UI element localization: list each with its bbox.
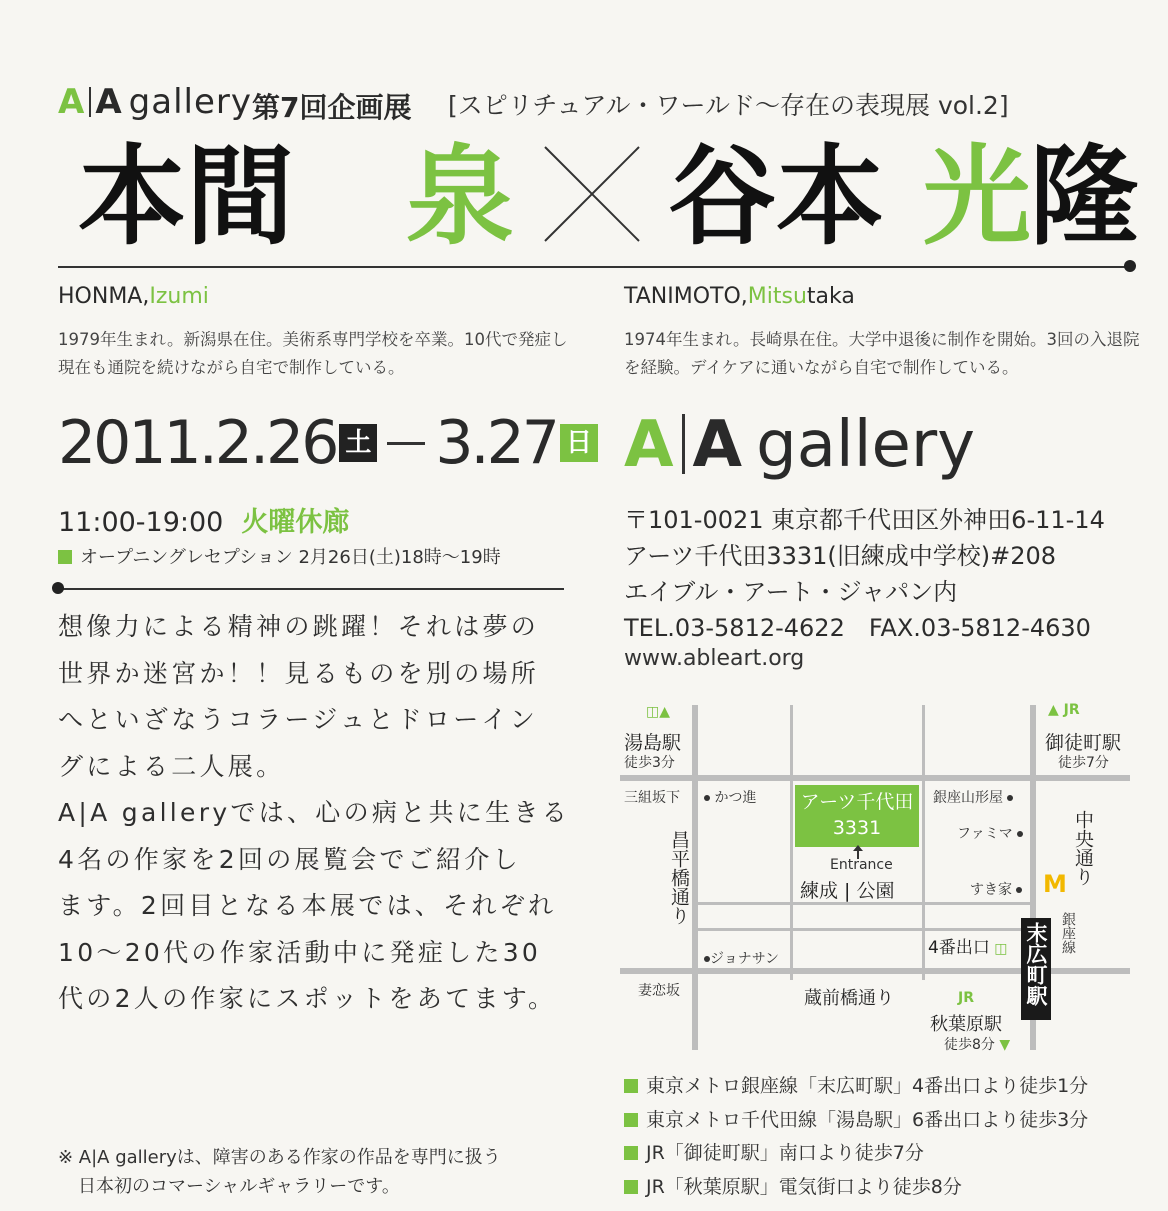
green-square-icon <box>624 1079 638 1093</box>
access-map <box>600 690 1160 1060</box>
access-list <box>624 1070 1088 1204</box>
artist2-bio: 1974年生まれ。長崎県在住。大学中退後に制作を開始。3回の入退院を経験。デイケアに通いながら自宅で制作している。 <box>624 330 1140 377</box>
akihabara-walk: 徒歩8分 <box>944 1037 995 1053</box>
access-text: JR「御徒町駅」南口より徒歩7分 <box>646 1142 924 1164</box>
artist2-romaji <box>624 284 855 309</box>
exhibition-number: 第7回企画展 <box>252 91 412 124</box>
end-date: 3.27 <box>435 408 557 478</box>
logo-gallery-text: gallery <box>128 82 252 122</box>
sankumizaka-label: 三組坂下 <box>624 790 680 806</box>
opening-reception <box>58 543 501 569</box>
access-item <box>624 1070 1088 1104</box>
description-line: 世界か迷宮か！！見るものを別の場所 <box>58 658 540 688</box>
okachimachi-station: 御徒町駅 <box>1045 732 1122 754</box>
green-square-icon <box>624 1180 638 1194</box>
famima-marker <box>957 823 1023 843</box>
description-line: 10〜20代の作家活動中に発症した30 <box>58 937 542 967</box>
artist1-family-name: 本間 <box>78 135 295 260</box>
exit4-label: 4番出口 <box>928 938 990 958</box>
jr-label: JR <box>958 990 974 1006</box>
kuramaebashi-dori-label: 蔵前橋通り <box>804 988 894 1009</box>
gallery-logo-a1: A <box>624 408 674 482</box>
tel-fax: TEL.03-5812-4622 FAX.03-5812-4630 <box>624 614 1091 642</box>
arts-chiyoda-building <box>795 785 919 847</box>
suehirocho-station <box>1021 918 1051 1020</box>
katsushin-marker <box>704 787 756 807</box>
footnote-line: 日本初のコマーシャルギャラリーです。 <box>78 1176 400 1197</box>
road <box>790 705 793 980</box>
start-date: 2011.2.26 <box>58 408 337 478</box>
ginza-line-label: 銀座線 <box>1060 912 1076 954</box>
hours-text: 11:00-19:00 <box>58 507 224 538</box>
artist1-romaji <box>58 284 209 309</box>
access-text: JR「秋葉原駅」電気街口より徒歩8分 <box>646 1175 962 1198</box>
opening-hours <box>58 500 349 539</box>
jr-label: JR <box>1063 702 1080 718</box>
middle-divider <box>58 588 564 590</box>
road-kuramaebashi <box>620 968 1130 974</box>
akihabara-station: 秋葉原駅 <box>930 1014 1002 1035</box>
end-day-badge: 日 <box>560 424 598 462</box>
access-text: 東京メトロ銀座線「末広町駅」4番出口より徒歩1分 <box>646 1075 1089 1097</box>
access-text: 東京メトロ千代田線「湯島駅」6番出口より徒歩3分 <box>646 1108 1089 1131</box>
gallery-logo-a2: A <box>692 408 743 482</box>
exhibition-dates <box>58 408 598 478</box>
ginza-ningyoya-marker <box>933 787 1013 807</box>
reception-text: オープニングレセプション 2月26日(土)18時〜19時 <box>80 547 501 568</box>
entrance-label: Entrance <box>830 857 893 873</box>
description-line: 4名の作家を2回の展覧会でご紹介し <box>58 844 521 874</box>
exit4-marker: 4番出口 ◫ <box>928 938 1008 958</box>
access-item <box>624 1171 1088 1205</box>
logo-letter-a2: A <box>95 82 123 122</box>
divider-dot <box>1124 260 1136 272</box>
artist2-given-name-2: 隆 <box>1030 135 1139 260</box>
website-link[interactable]: www.ableart.org <box>624 646 805 671</box>
top-divider <box>58 266 1130 268</box>
description-line: 想像力による精神の跳躍！それは夢の <box>58 612 540 641</box>
famima-label: ファミマ <box>957 826 1013 842</box>
footnote-line: ※ A|A galleryは、障害のある作家の作品を専門に扱う <box>58 1147 501 1168</box>
address-line: アーツ千代田3331(旧練成中学校)#208 <box>624 542 1057 570</box>
tsumagoizaka-label: 妻恋坂 <box>638 983 680 999</box>
start-day-badge: 土 <box>339 424 377 462</box>
description-line: へといざなうコラージュとドローイン <box>58 705 539 734</box>
sukiya-marker <box>970 879 1022 899</box>
rensei-park-label: 練成 | 公園 <box>800 880 895 902</box>
description-line: グによる二人展。 <box>58 751 285 781</box>
sukiya-label: すき家 <box>970 882 1012 898</box>
address-line: 〒101-0021 東京都千代田区外神田6-11-14 <box>624 506 1105 534</box>
exhibition-subtitle: [スピリチュアル・ワールド〜存在の表現展 vol.2] <box>448 91 1009 120</box>
address-line: エイブル・アート・ジャパン内 <box>624 578 958 606</box>
artist2-romaji-family: TANIMOTO, <box>624 284 748 309</box>
green-square-icon <box>624 1146 638 1160</box>
gallery-logo-text: gallery <box>756 408 976 482</box>
arts-chiyoda-label: アーツ千代田 <box>800 791 914 813</box>
artist1-romaji-given: Izumi <box>149 284 209 309</box>
green-square-icon <box>624 1113 638 1127</box>
jr-up-icon: ▲ JR <box>1048 702 1080 718</box>
jonathan-label: ジョナサン <box>710 951 780 967</box>
access-item <box>624 1104 1088 1138</box>
gallery-logo <box>624 408 975 482</box>
access-item <box>624 1137 1088 1171</box>
artist2-romaji-given-rest: taka <box>806 284 855 309</box>
suehirocho-label: 末広町駅 <box>1024 922 1048 1006</box>
okachimachi-walk: 徒歩7分 <box>1058 755 1109 771</box>
exhibition-description <box>58 604 573 1023</box>
date-dash <box>387 442 425 445</box>
road <box>922 705 925 980</box>
artist1-romaji-family: HONMA, <box>58 284 150 309</box>
jonathan-marker <box>704 948 779 968</box>
artist1-given-name: 泉 <box>406 135 515 260</box>
road-horizontal <box>620 775 1130 781</box>
ginza-ningyoya-label: 銀座山形屋 <box>933 790 1003 806</box>
artist1-bio: 1979年生まれ。新潟県在住。美術系専門学校を卒業。10代で発症し現在も通院を続けながら自宅で制作している。 <box>58 330 568 377</box>
cross-icon <box>543 145 641 243</box>
logo-letter-a1: A <box>58 82 86 122</box>
divider-dot <box>52 582 64 594</box>
arts-chiyoda-number: 3331 <box>832 817 882 839</box>
artist2-romaji-given-green: Mitsu <box>747 284 807 309</box>
description-line: ます。2回目となる本展では、それぞれ <box>58 891 557 920</box>
katsushin-label: かつ進 <box>714 790 757 806</box>
gallery-address <box>624 502 1105 646</box>
footnote <box>58 1143 578 1201</box>
header-logo <box>58 82 252 122</box>
description-line: 代の2人の作家にスポットをあてます。 <box>58 984 557 1013</box>
artist2-family-name: 谷本 <box>668 135 885 260</box>
yushima-walk: 徒歩3分 <box>624 755 675 771</box>
green-square-icon <box>58 550 72 564</box>
yushima-station: 湯島駅 <box>624 732 682 754</box>
closed-day: 火曜休廊 <box>241 507 350 538</box>
shoheibashi-dori-label: 昌平橋通り <box>668 830 690 925</box>
artist2-given-name-1: 光 <box>923 135 1032 260</box>
mcdonalds-icon: M <box>1043 870 1067 898</box>
road-horizontal <box>695 928 1035 931</box>
chuo-dori-label: 中央通り <box>1072 810 1094 886</box>
description-line: A|A galleryでは、心の病と共に生きる <box>58 798 571 827</box>
akihabara-walk-marker: 徒歩8分 ▼ <box>944 1037 1011 1053</box>
metro-up-icon: ◫▲ <box>646 704 670 720</box>
